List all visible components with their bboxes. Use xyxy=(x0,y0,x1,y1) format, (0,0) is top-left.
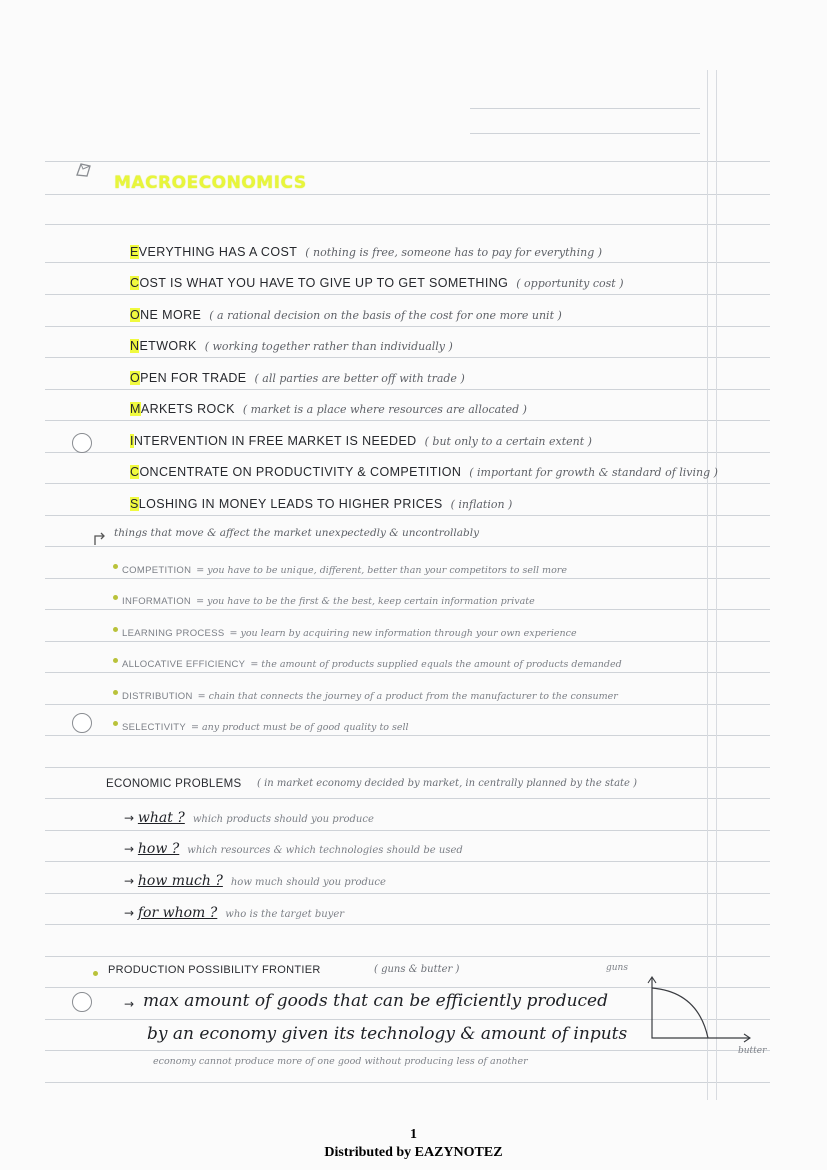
principle-note: ( opportunity cost ) xyxy=(516,277,624,290)
margin-line xyxy=(716,70,717,1100)
ppf-definition-line1: max amount of goods that can be efficiently produced xyxy=(143,991,608,1011)
principle-item xyxy=(130,367,465,386)
market-factor-term: LEARNING PROCESS xyxy=(122,628,225,639)
principle-text: OST IS WHAT YOU HAVE TO GIVE UP TO GET SOMETHING xyxy=(139,276,509,290)
principle-initial: C xyxy=(130,276,140,290)
bullet-dot xyxy=(113,627,118,632)
distributed-by: Distributed by EAZYNOTEZ xyxy=(324,1145,503,1160)
market-factor-item xyxy=(122,621,577,640)
ppf-title: PRODUCTION POSSIBILITY FRONTIER xyxy=(108,964,321,976)
arrow-icon: → xyxy=(124,874,138,888)
rule-line xyxy=(45,767,770,768)
rule-line xyxy=(45,1082,770,1083)
economic-question-item xyxy=(124,870,386,889)
principle-note: ( all parties are better off with trade ) xyxy=(254,372,465,385)
binder-hole xyxy=(72,713,92,733)
things-intro: things that move & affect the market unexpectedly & uncontrollably xyxy=(114,527,480,539)
principle-initial: I xyxy=(130,434,134,448)
rule-line xyxy=(45,830,770,831)
principle-text: ETWORK xyxy=(139,339,197,353)
economic-problems-note: ( in market economy decided by market, in centrally planned by the state ) xyxy=(257,778,638,789)
market-factor-desc: = you learn by acquiring new information through your own experience xyxy=(229,628,577,639)
page-title: MACROECONOMICS xyxy=(114,173,307,193)
market-factor-item xyxy=(122,558,567,577)
principle-text: NE MORE xyxy=(140,308,202,322)
rule-line xyxy=(45,326,770,327)
rule-line xyxy=(45,483,770,484)
margin-line xyxy=(707,70,708,1100)
binder-hole xyxy=(72,992,92,1012)
ppf-definition-line3: economy cannot produce more of one good without producing less of another xyxy=(153,1056,528,1067)
pencil-icon xyxy=(74,160,96,180)
principle-initial: M xyxy=(130,402,141,416)
rule-line xyxy=(45,224,770,225)
rule-line xyxy=(45,389,770,390)
arrow-icon: → xyxy=(124,842,138,856)
economic-question-item xyxy=(124,838,463,857)
principle-note: ( market is a place where resources are allocated ) xyxy=(242,403,527,416)
arrow-icon: → xyxy=(124,811,138,825)
economic-answer: which products should you produce xyxy=(192,814,374,825)
rule-line xyxy=(45,452,770,453)
economic-question-item xyxy=(124,902,344,921)
bullet-dot xyxy=(93,971,98,976)
market-factor-term: COMPETITION xyxy=(122,565,192,576)
principle-text: VERYTHING HAS A COST xyxy=(138,245,298,259)
economic-question: how much ? xyxy=(137,873,223,889)
rule-line xyxy=(470,108,700,109)
market-factor-item xyxy=(122,589,535,608)
rule-line xyxy=(45,735,770,736)
principle-initial: E xyxy=(130,245,139,259)
rule-line xyxy=(45,924,770,925)
market-factor-desc: = you have to be the first & the best, keep certain information private xyxy=(196,596,535,607)
economic-answer: who is the target buyer xyxy=(225,909,345,920)
rule-line xyxy=(45,194,770,195)
bullet-dot xyxy=(113,721,118,726)
economic-answer: which resources & which technologies should be used xyxy=(187,845,463,856)
market-factor-item xyxy=(122,652,622,671)
principle-item xyxy=(130,398,527,417)
economic-problems-title: ECONOMIC PROBLEMS xyxy=(106,778,242,790)
ppf-graph xyxy=(640,972,760,1052)
principle-note: ( nothing is free, someone has to pay for everything ) xyxy=(305,246,603,259)
economic-question: how ? xyxy=(137,841,180,857)
market-factor-item xyxy=(122,684,618,703)
rule-line xyxy=(45,641,770,642)
principle-initial: O xyxy=(130,371,141,385)
bullet-dot xyxy=(113,658,118,663)
principle-note: ( inflation ) xyxy=(450,498,513,511)
rule-line xyxy=(45,546,770,547)
arrow-icon: → xyxy=(124,906,138,920)
principle-note: ( a rational decision on the basis of the cost for one more unit ) xyxy=(209,309,562,322)
market-factor-term: SELECTIVITY xyxy=(122,722,187,733)
rule-line xyxy=(45,357,770,358)
economic-answer: how much should you produce xyxy=(230,877,386,888)
principle-text: ARKETS ROCK xyxy=(140,402,235,416)
principle-text: LOSHING IN MONEY LEADS TO HIGHER PRICES xyxy=(138,497,443,511)
rule-line xyxy=(45,515,770,516)
market-factor-item xyxy=(122,715,409,734)
bullet-dot xyxy=(113,595,118,600)
ppf-note: ( guns & butter ) xyxy=(374,964,460,975)
rule-line xyxy=(45,420,770,421)
page-number: 1 xyxy=(410,1127,417,1142)
arrow-icon xyxy=(92,531,108,547)
rule-line xyxy=(45,861,770,862)
bullet-dot xyxy=(113,690,118,695)
principle-initial: C xyxy=(130,465,140,479)
rule-line xyxy=(470,133,700,134)
binder-hole xyxy=(72,433,92,453)
economic-question-item xyxy=(124,807,374,826)
principle-item xyxy=(130,304,562,323)
market-factor-term: INFORMATION xyxy=(122,596,192,607)
principle-text: ONCENTRATE ON PRODUCTIVITY & COMPETITION xyxy=(139,465,462,479)
market-factor-term: ALLOCATIVE EFFICIENCY xyxy=(122,659,246,670)
market-factor-desc: = any product must be of good quality to sell xyxy=(191,722,409,733)
principle-item xyxy=(130,335,453,354)
ppf-definition-line2: by an economy given its technology & amount of inputs xyxy=(147,1024,628,1044)
market-factor-desc: = the amount of products supplied equals the amount of products demanded xyxy=(250,659,622,670)
economic-question: what ? xyxy=(137,810,185,826)
rule-line xyxy=(45,578,770,579)
rule-line xyxy=(45,704,770,705)
principle-item xyxy=(130,430,592,449)
principle-text: NTERVENTION IN FREE MARKET IS NEEDED xyxy=(133,434,417,448)
rule-line xyxy=(45,294,770,295)
principle-item xyxy=(130,461,718,480)
graph-y-label: guns xyxy=(606,963,628,973)
principle-initial: N xyxy=(130,339,140,353)
principle-item xyxy=(130,493,512,512)
principle-item xyxy=(130,241,602,260)
principle-note: ( working together rather than individually ) xyxy=(204,340,453,353)
market-factor-term: DISTRIBUTION xyxy=(122,691,193,702)
market-factor-desc: = you have to be unique, different, better than your competitors to sell more xyxy=(196,565,567,576)
rule-line xyxy=(45,609,770,610)
rule-line xyxy=(45,956,770,957)
bullet-dot xyxy=(113,564,118,569)
market-factor-desc: = chain that connects the journey of a product from the manufacturer to the consumer xyxy=(197,691,618,702)
rule-line xyxy=(45,672,770,673)
rule-line xyxy=(45,161,770,162)
rule-line xyxy=(45,893,770,894)
principle-initial: O xyxy=(130,308,141,322)
principle-initial: S xyxy=(130,497,139,511)
principle-note: ( important for growth & standard of living ) xyxy=(469,466,718,479)
rule-line xyxy=(45,798,770,799)
principle-note: ( but only to a certain extent ) xyxy=(424,435,592,448)
economic-question: for whom ? xyxy=(137,905,218,921)
principle-item xyxy=(130,272,624,291)
graph-x-label: butter xyxy=(738,1046,767,1056)
rule-line xyxy=(45,262,770,263)
principle-text: PEN FOR TRADE xyxy=(140,371,247,385)
arrow-icon: → xyxy=(124,997,135,1011)
